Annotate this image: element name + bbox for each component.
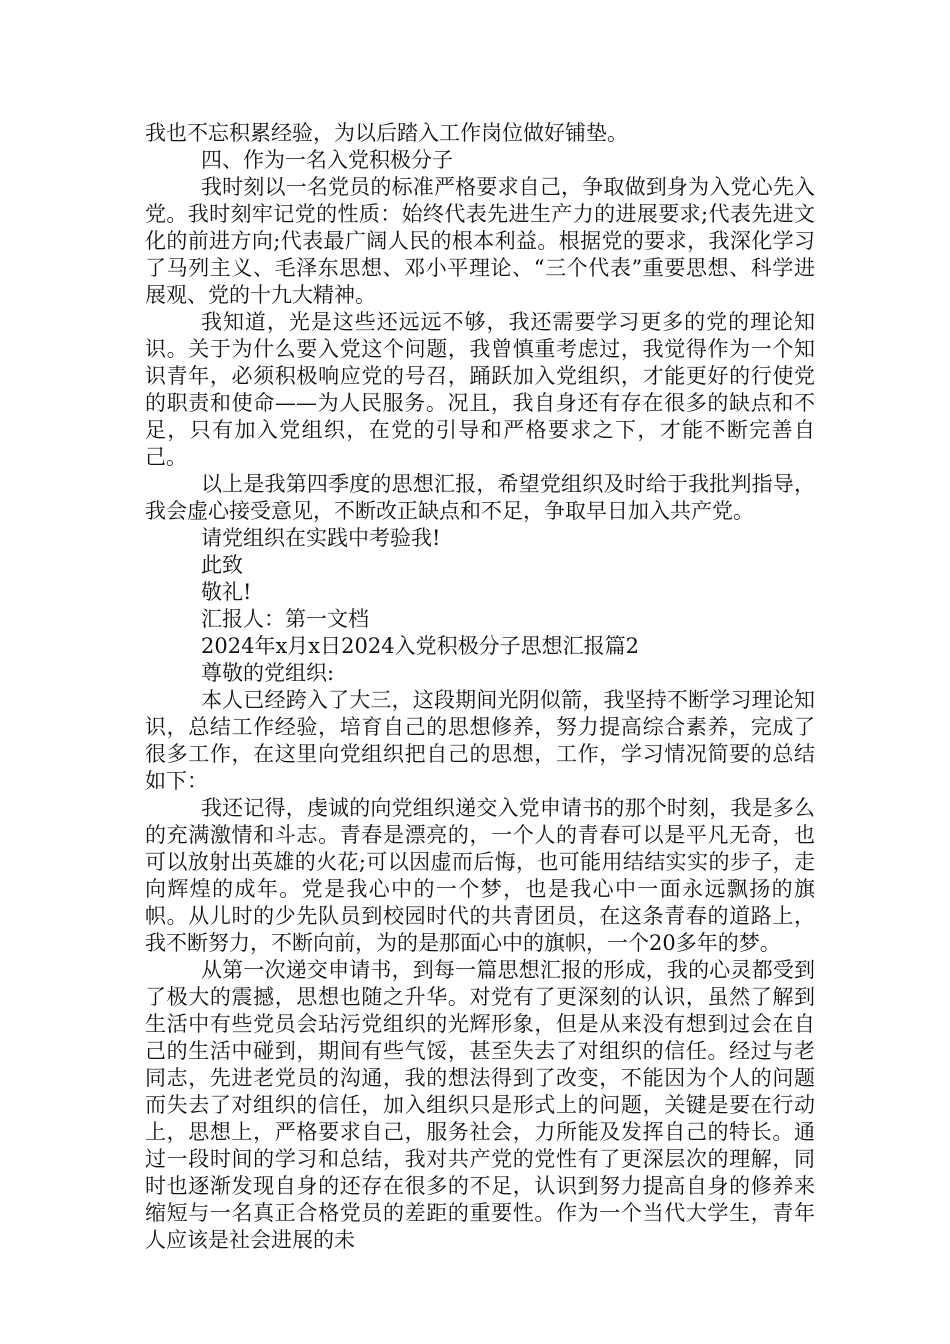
date-title-line: 2024年x月x日2024入党积极分子思想汇报篇2 <box>201 634 639 658</box>
paragraph: 我知道，光是这些还远远不够，我还需要学习更多的党的理论知识。关于为什么要入党这个问题，我曾慎重考虑过，我觉得作为一个知识青年，必须积极响应党的号召，踊跃加入党组织，才能更好的行使党的职责和使命——为人民服务。况且，我自身还有存在很多的缺点和不足，只有加入党组织，在党的引导和严格要求之下，才能不断完善自己。 <box>145 310 815 469</box>
paragraph-continuation: 我也不忘积累经验，为以后踏入工作岗位做好铺垫。 <box>145 121 628 145</box>
paragraph: 以上是我第四季度的思想汇报，希望党组织及时给于我批判指导，我会虚心接受意见，不断改正缺点和不足，争取早日加入共产党。 <box>145 472 815 523</box>
greeting-line: 尊敬的党组织: <box>201 661 335 685</box>
salutation-line: 此致 <box>201 553 243 577</box>
author-line: 汇报人：第一文档 <box>201 607 369 631</box>
section-heading: 四、作为一名入党积极分子 <box>201 148 453 172</box>
paragraph: 我还记得，虔诚的向党组织递交入党申请书的那个时刻，我是多么的充满激情和斗志。青春是漂亮的，一个人的青春可以是平凡无奇，也可以放射出英雄的火花;可以因虚而后悔，也可能用结结实实的步子，走向辉煌的成年。党是我心中的一个梦，也是我心中一面永远飘扬的旗帜。从儿时的少先队员到校园时代的共青团员，在这条青春的道路上，我不断努力，不断向前，为的是那面心中的旗帜，一个20多年的梦。 <box>145 796 815 955</box>
document-body <box>145 120 815 1254</box>
salutation-line: 敬礼! <box>201 580 252 604</box>
paragraph: 我时刻以一名党员的标准严格要求自己，争取做到身为入党心先入党。我时刻牢记党的性质：始终代表先进生产力的进展要求;代表先进文化的前进方向;代表最广阔人民的根本利益。根据党的要求，我深化学习了马列主义、毛泽东思想、邓小平理论、“三个代表”重要思想、科学进展观、党的十九大精神。 <box>145 175 815 307</box>
paragraph: 从第一次递交申请书，到每一篇思想汇报的形成，我的心灵都受到了极大的震撼，思想也随之升华。对党有了更深刻的认识，虽然了解到生活中有些党员会玷污党组织的光辉形象，但是从来没有想到过会在自己的生活中碰到，期间有些气馁，甚至失去了对组织的信任。经过与老同志，先进老党员的沟通，我的想法得到了改变，不能因为个人的问题而失去了对组织的信任，加入组织只是形式上的问题，关键是要在行动上，思想上，严格要求自己，服务社会，力所能及发挥自己的特长。通过一段时间的学习和总结，我对共产党的党性有了更深层次的理解，同时也逐渐发现自身的还存在很多的不足，认识到努力提高自身的修养来缩短与一名真正合格党员的差距的重要性。作为一个当代大学生，青年人应该是社会进展的未 <box>145 958 815 1252</box>
closing-line: 请党组织在实践中考验我! <box>201 526 441 550</box>
paragraph: 本人已经跨入了大三，这段期间光阴似箭，我坚持不断学习理论知识，总结工作经验，培育自己的思想修养，努力提高综合素养，完成了很多工作，在这里向党组织把自己的思想，工作，学习情况简要的总结如下： <box>145 688 815 793</box>
